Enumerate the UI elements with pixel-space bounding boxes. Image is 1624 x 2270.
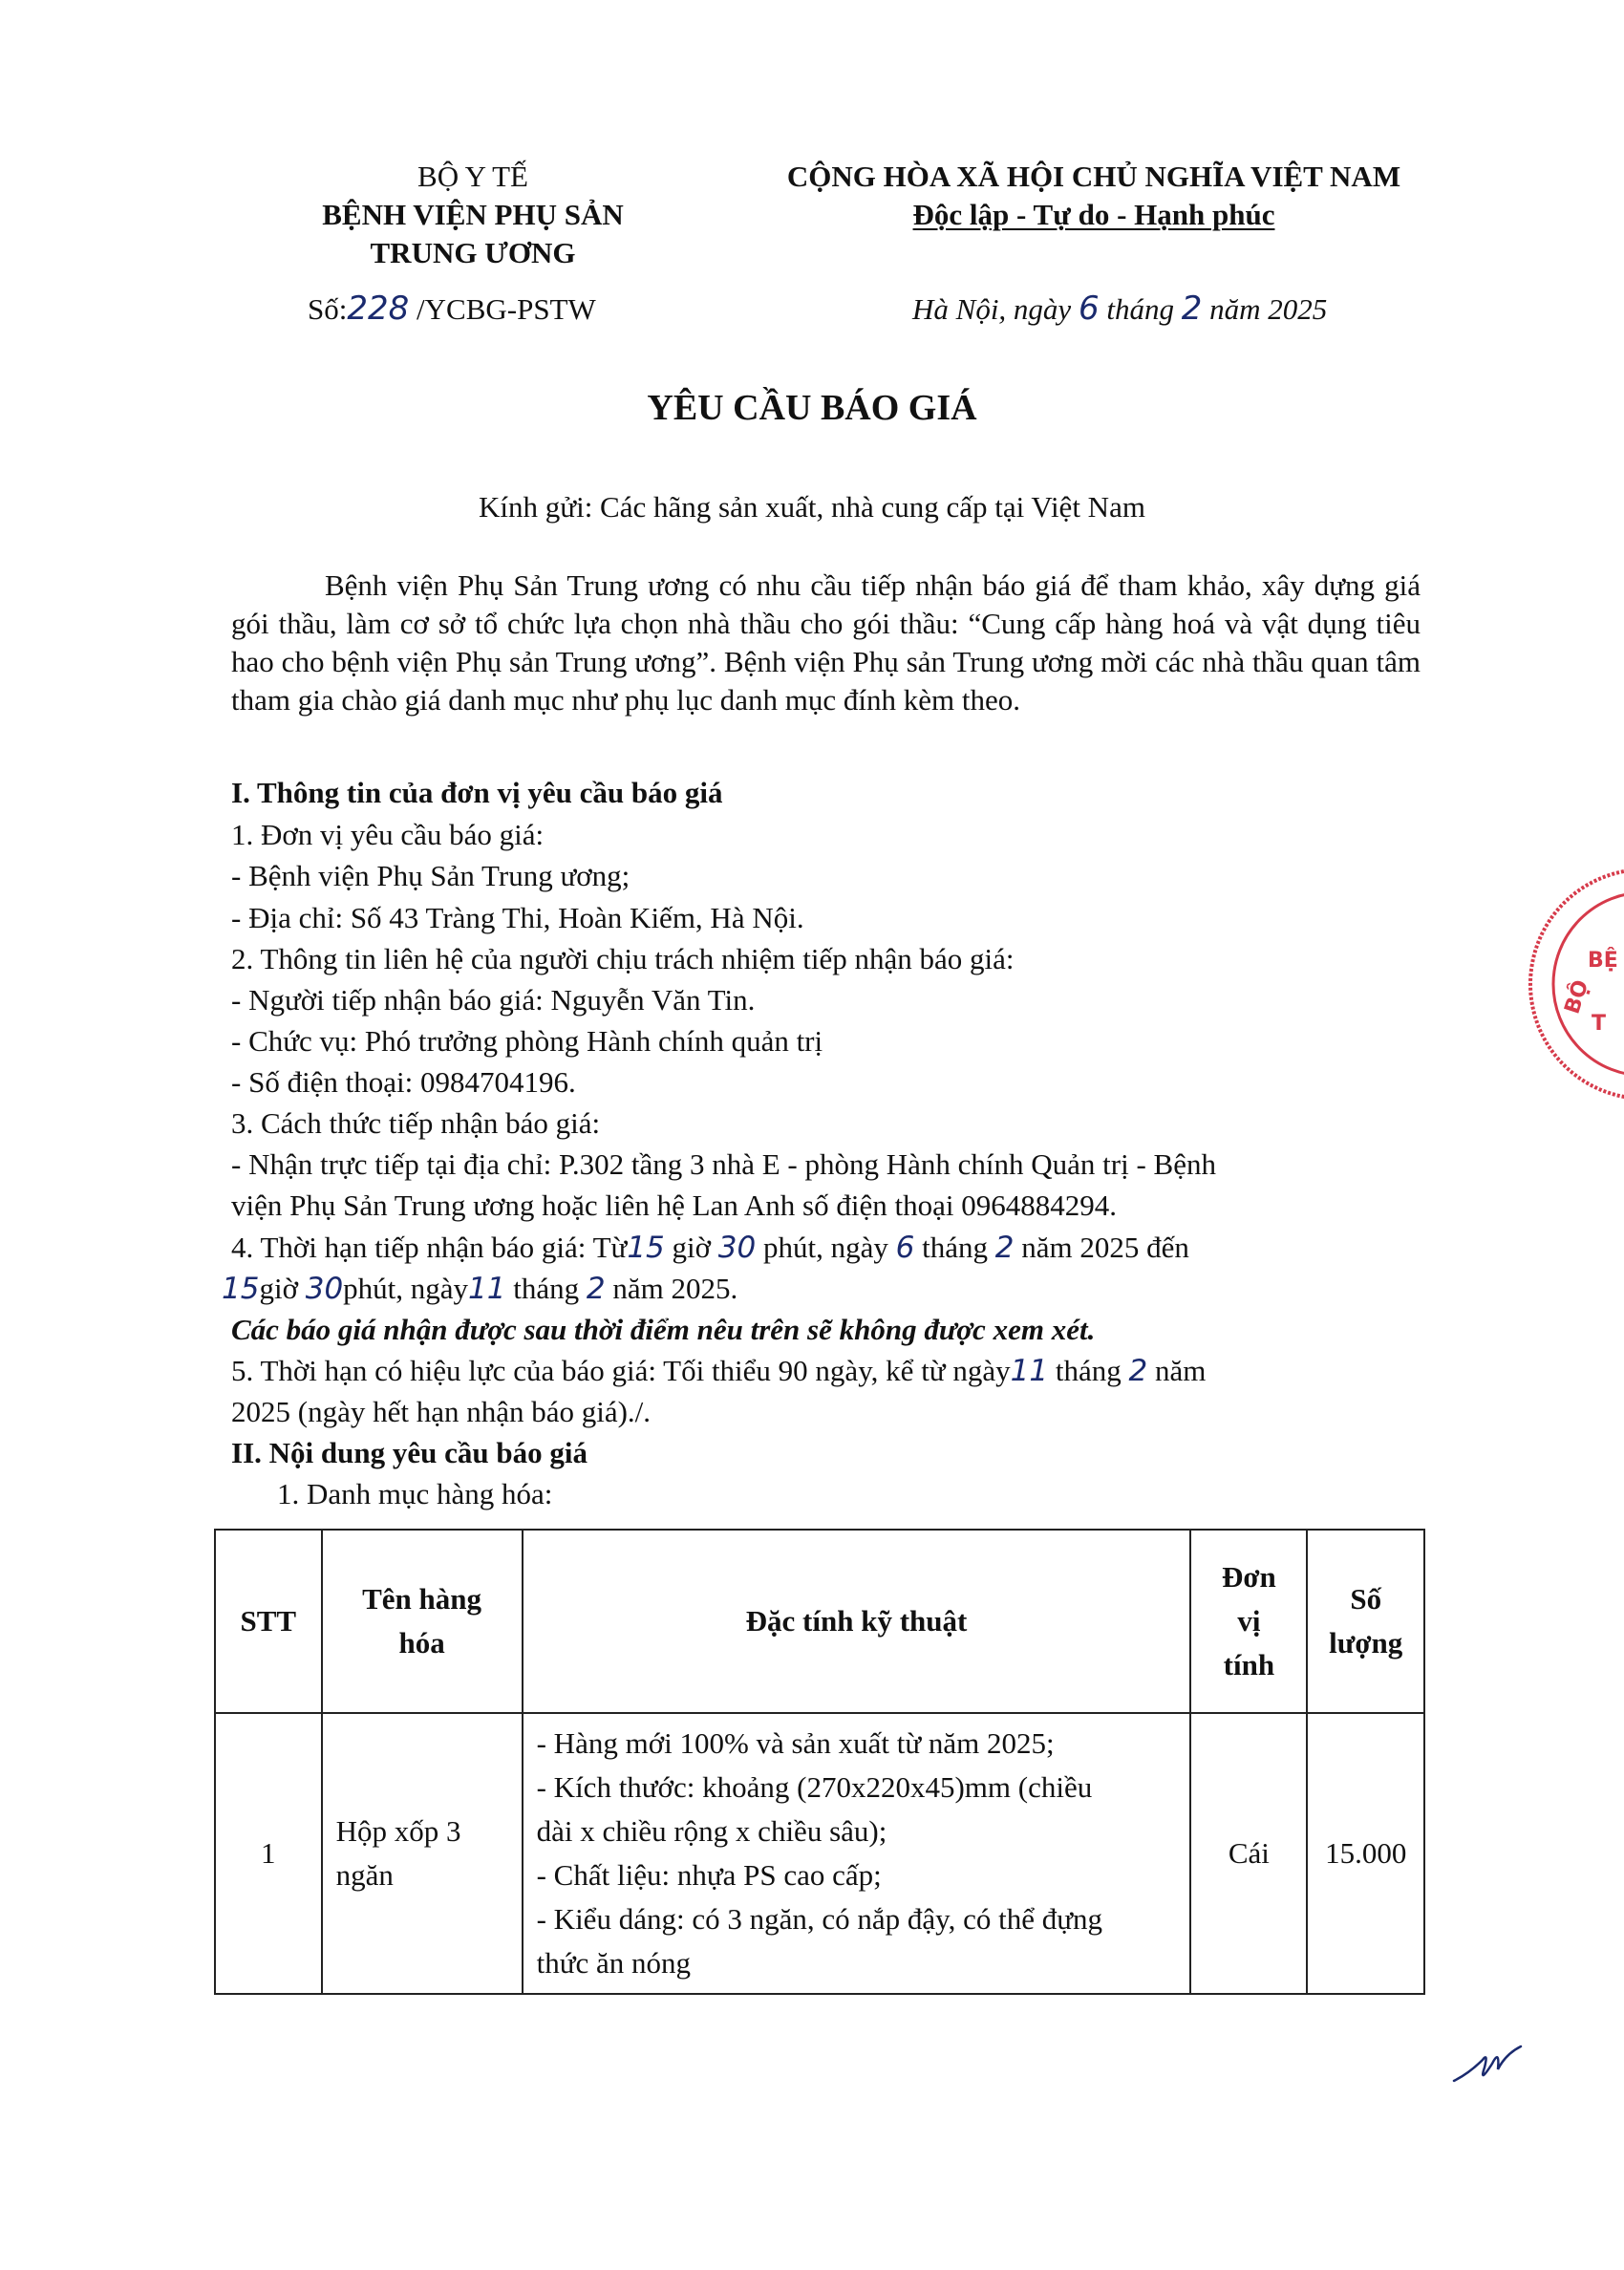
svg-text:BỆ: BỆ <box>1588 949 1618 973</box>
handwritten-day: 6 <box>895 1231 915 1265</box>
col-header-unit: Đơn vị tính <box>1190 1530 1307 1713</box>
spec-line: - Kích thước: khoảng (270x220x45)mm (chiều <box>536 1770 1093 1804</box>
cell-stt: 1 <box>215 1713 322 1994</box>
table-row <box>215 1713 1424 1994</box>
section1-line: - Nhận trực tiếp tại địa chỉ: P.302 tầng 3 nhà E - phòng Hành chính Quản trị - Bệnh <box>231 1147 1216 1181</box>
document-title: YÊU CẦU BÁO GIÁ <box>647 388 977 428</box>
issuing-organization <box>287 158 659 272</box>
validity-line1: 5. Thời hạn có hiệu lực của báo giá: Tối thiểu 90 ngày, kể từ ngày11 tháng 2 năm <box>231 1354 1207 1388</box>
handwritten-day: 6 <box>1078 289 1100 328</box>
country-name: CỘNG HÒA XÃ HỘI CHỦ NGHĨA VIỆT NAM <box>786 160 1401 193</box>
section2-heading: II. Nội dung yêu cầu báo giá <box>231 1436 588 1469</box>
ministry-name: BỘ Y TẾ <box>417 160 528 193</box>
section1-line: - Người tiếp nhận báo giá: Nguyễn Văn Tin. <box>231 983 756 1017</box>
section1-line: 1. Đơn vị yêu cầu báo giá: <box>231 818 545 851</box>
late-quote-note: Các báo giá nhận được sau thời điểm nêu trên sẽ không được xem xét. <box>231 1313 1096 1346</box>
handwritten-initials <box>1450 2035 1527 2092</box>
cell-qty: 15.000 <box>1307 1713 1424 1994</box>
section1-line: - Địa chỉ: Số 43 Tràng Thi, Hoàn Kiếm, Hà Nội. <box>231 901 804 934</box>
spec-line: thức ăn nóng <box>536 1946 692 1980</box>
handwritten-day: 11 <box>1010 1354 1049 1388</box>
handwritten-hour: 15 <box>222 1272 260 1306</box>
handwritten-minute: 30 <box>305 1272 344 1306</box>
section1-line: - Số điện thoại: 0984704196. <box>231 1065 576 1099</box>
spec-line: - Hàng mới 100% và sản xuất từ năm 2025; <box>536 1726 1055 1760</box>
handwritten-month: 2 <box>1128 1354 1148 1388</box>
national-motto: Độc lập - Tự do - Hạnh phúc <box>912 198 1275 231</box>
handwritten-month: 2 <box>586 1272 606 1306</box>
col-header-stt: STT <box>215 1530 322 1713</box>
national-heading <box>736 158 1452 234</box>
handwritten-month: 2 <box>994 1231 1015 1265</box>
section2-sub1: 1. Danh mục hàng hóa: <box>277 1477 553 1510</box>
hospital-name-line2: TRUNG ƯƠNG <box>370 236 576 269</box>
cell-name: Hộp xốp 3 ngăn <box>322 1713 523 1994</box>
handwritten-doc-number: 228 <box>347 289 410 328</box>
spec-line: - Chất liệu: nhựa PS cao cấp; <box>536 1858 882 1892</box>
document-number: Số:228 /YCBG-PSTW <box>308 289 596 328</box>
section1-line: 3. Cách thức tiếp nhận báo giá: <box>231 1106 601 1140</box>
handwritten-hour: 15 <box>627 1231 665 1265</box>
section1-line: 2. Thông tin liên hệ của người chịu trách nhiệm tiếp nhận báo giá: <box>231 942 1015 975</box>
deadline-line1: 4. Thời hạn tiếp nhận báo giá: Từ15 giờ 30 phút, ngày 6 tháng 2 năm 2025 đến <box>231 1231 1189 1265</box>
section1-line: viện Phụ Sản Trung ương hoặc liên hệ Lan Anh số điện thoại 0964884294. <box>231 1189 1117 1222</box>
svg-text:T: T <box>1592 1012 1607 1036</box>
svg-text:BỘ: BỘ <box>1560 976 1594 1017</box>
official-seal-stamp <box>1521 860 1624 1108</box>
section1-line: - Chức vụ: Phó trưởng phòng Hành chính quản trị <box>231 1024 823 1058</box>
handwritten-minute: 30 <box>717 1231 757 1265</box>
validity-line2: 2025 (ngày hết hạn nhận báo giá)./. <box>231 1395 652 1428</box>
spec-line: dài x chiều rộng x chiều sâu); <box>536 1814 887 1848</box>
table-header-row <box>215 1530 1424 1713</box>
goods-table <box>214 1529 1425 1995</box>
col-header-spec: Đặc tính kỹ thuật <box>523 1530 1191 1713</box>
section1-line: - Bệnh viện Phụ Sản Trung ương; <box>231 859 630 892</box>
col-header-qty: Số lượng <box>1307 1530 1424 1713</box>
hospital-name-line1: BỆNH VIỆN PHỤ SẢN <box>322 198 624 231</box>
handwritten-month: 2 <box>1181 289 1203 328</box>
deadline-line2: 15giờ 30phút, ngày11 tháng 2 năm 2025. <box>222 1272 738 1306</box>
spec-line: - Kiểu dáng: có 3 ngăn, có nắp đậy, có thể đựng <box>536 1902 1103 1936</box>
col-header-name: Tên hàng hóa <box>322 1530 523 1713</box>
handwritten-day: 11 <box>468 1272 506 1306</box>
intro-paragraph: Bệnh viện Phụ Sản Trung ương có nhu cầu tiếp nhận báo giá để tham khảo, xây dựng giá gói thầu, làm cơ sở tổ chức lựa chọn nhà thầu cho gói thầu: “Cung cấp hàng hoá và vật dụng tiêu hao cho bệnh viện Phụ sản Trung ương”. Bệnh viện Phụ sản Trung ương mời các nhà thầu quan tâm tham gia chào giá danh mục như phụ lục danh mục đính kèm theo. <box>231 568 1421 717</box>
cell-spec <box>523 1713 1191 1994</box>
document-date: Hà Nội, ngày 6 tháng 2 năm 2025 <box>912 289 1328 328</box>
cell-unit: Cái <box>1190 1713 1307 1994</box>
section1-heading: I. Thông tin của đơn vị yêu cầu báo giá <box>231 776 723 809</box>
recipient-line: Kính gửi: Các hãng sản xuất, nhà cung cấp tại Việt Nam <box>479 490 1145 524</box>
